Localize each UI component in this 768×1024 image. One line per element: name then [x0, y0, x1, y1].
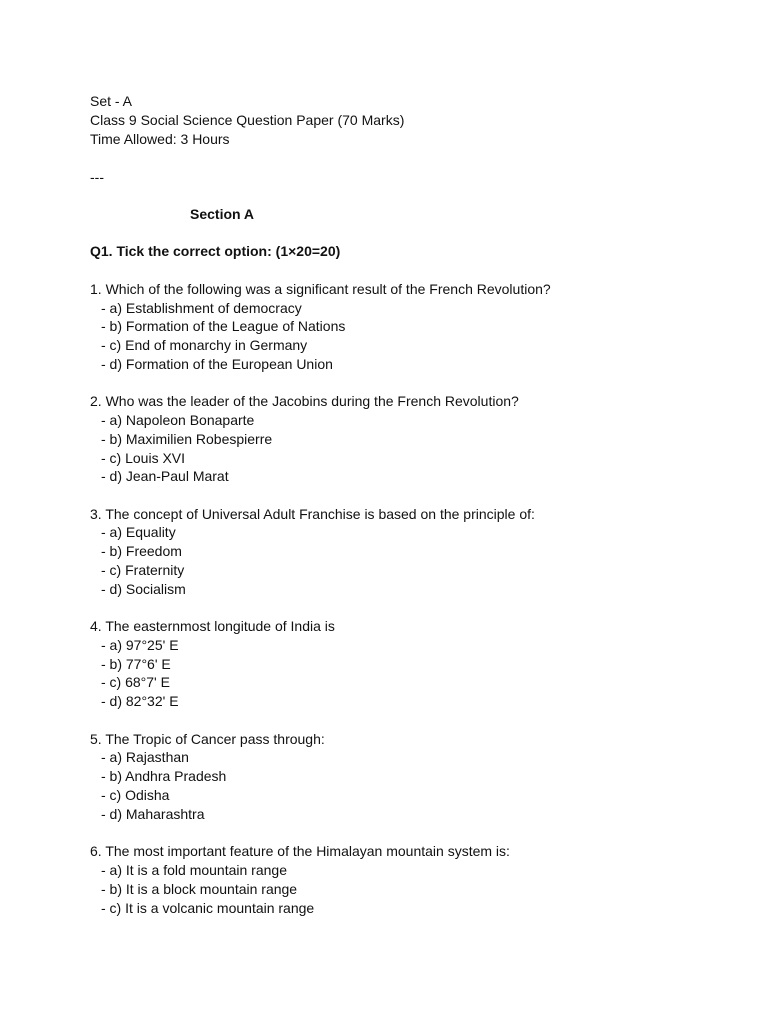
question-2: 2. Who was the leader of the Jacobins during the French Revolution?	[90, 393, 519, 409]
question-6-option-a: - a) It is a fold mountain range	[101, 862, 287, 878]
question-5-option-b: - b) Andhra Pradesh	[101, 768, 227, 784]
question-1-option-c: - c) End of monarchy in Germany	[101, 337, 308, 353]
question-1: 1. Which of the following was a significant result of the French Revolution?	[90, 281, 551, 297]
question-2-option-d: - d) Jean-Paul Marat	[101, 468, 229, 484]
divider: ---	[90, 169, 104, 185]
question-3-option-a: - a) Equality	[101, 524, 176, 540]
question-3-option-d: - d) Socialism	[101, 581, 186, 597]
question-1-option-a: - a) Establishment of democracy	[101, 300, 302, 316]
question-3-option-c: - c) Fraternity	[101, 562, 185, 578]
question-5-option-a: - a) Rajasthan	[101, 749, 189, 765]
section-instruction: Q1. Tick the correct option: (1×20=20)	[90, 243, 341, 259]
question-4-option-d: - d) 82°32' E	[101, 693, 179, 709]
question-2-option-b: - b) Maximilien Robespierre	[101, 431, 273, 447]
question-1-option-d: - d) Formation of the European Union	[101, 356, 333, 372]
question-2-option-c: - c) Louis XVI	[101, 450, 186, 466]
time-allowed: Time Allowed: 3 Hours	[90, 131, 230, 147]
paper-title: Class 9 Social Science Question Paper (70 Marks)	[90, 112, 405, 128]
question-1-option-b: - b) Formation of the League of Nations	[101, 318, 346, 334]
question-6-option-b: - b) It is a block mountain range	[101, 881, 298, 897]
question-4: 4. The easternmost longitude of India is	[90, 618, 335, 634]
section-title: Section A	[190, 206, 255, 222]
question-6-option-c: - c) It is a volcanic mountain range	[101, 900, 315, 916]
question-4-option-a: - a) 97°25' E	[101, 637, 179, 653]
question-2-option-a: - a) Napoleon Bonaparte	[101, 412, 255, 428]
question-3: 3. The concept of Universal Adult Franchise is based on the principle of:	[90, 506, 535, 522]
question-5: 5. The Tropic of Cancer pass through:	[90, 731, 325, 747]
question-5-option-c: - c) Odisha	[101, 787, 170, 803]
question-6: 6. The most important feature of the Himalayan mountain system is:	[90, 843, 510, 859]
question-5-option-d: - d) Maharashtra	[101, 806, 205, 822]
question-4-option-c: - c) 68°7' E	[101, 674, 170, 690]
set-label: Set - A	[90, 93, 133, 109]
question-3-option-b: - b) Freedom	[101, 543, 182, 559]
question-4-option-b: - b) 77°6' E	[101, 656, 171, 672]
